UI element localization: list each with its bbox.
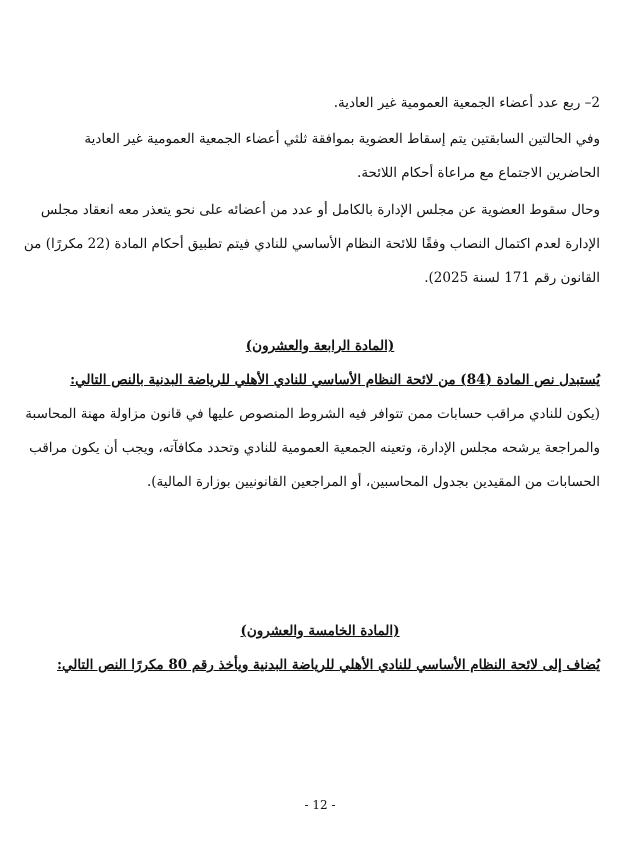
page-number: - 12 - [304,798,336,812]
item-2 [38,86,600,120]
article-24-title: (المادة الرابعة والعشرون) [245,338,395,354]
item-2-line: 2– ربع عدد أعضاء الجمعية العمومية غير العادية. [333,95,600,111]
paragraph-removal-approval [38,122,600,190]
paragraph-line: والمراجعة يرشحه مجلس الإدارة، وتعينه الجمعية العمومية للنادي وتحدد مكافآته، ويجب أن يكون مراقب [29,440,600,456]
article-24-intro: يُستبدل نص المادة (84) من لائحة النظام الأساسي للنادي الأهلي للرياضة البدنية بالنص التالي: [70,372,600,388]
paragraph-board-vacancy [23,193,600,295]
paragraph-line: الحسابات من المقيدين بجدول المحاسبين، أو المراجعين القانونيين بوزارة المالية). [146,474,600,490]
paragraph-line: وفي الحالتين السابقتين يتم إسقاط العضوية بموافقة ثلثي أعضاء الجمعية العمومية غير العادية [84,131,600,147]
article-25-title: (المادة الخامسة والعشرون) [240,623,400,639]
paragraph-line: الحاضرين الاجتماع مع مراعاة أحكام اللائحة. [357,165,600,181]
paragraph-line: الإدارة لعدم اكتمال النصاب وفقًا للائحة النظام الأساسي للنادي فيتم تطبيق أحكام المادة (22 مكررًا) من [23,236,600,252]
paragraph-line: وحال سقوط العضوية عن مجلس الإدارة بالكامل أو عدد من أعضائه على نحو يتعذر معه انعقاد مجلس [40,202,600,218]
paragraph-line: (يكون للنادي مراقب حسابات ممن تتوافر فيه الشروط المنصوص عليها في قانون مزاولة مهنة المحاسبة [25,406,600,422]
paragraph-line: القانون رقم 171 لسنة 2025). [424,270,600,286]
article-25-intro: يُضاف إلى لائحة النظام الأساسي للنادي الأهلي للرياضة البدنية ويأخذ رقم 80 مكررًا النص التالي: [56,657,600,673]
article-24-body [25,397,600,499]
